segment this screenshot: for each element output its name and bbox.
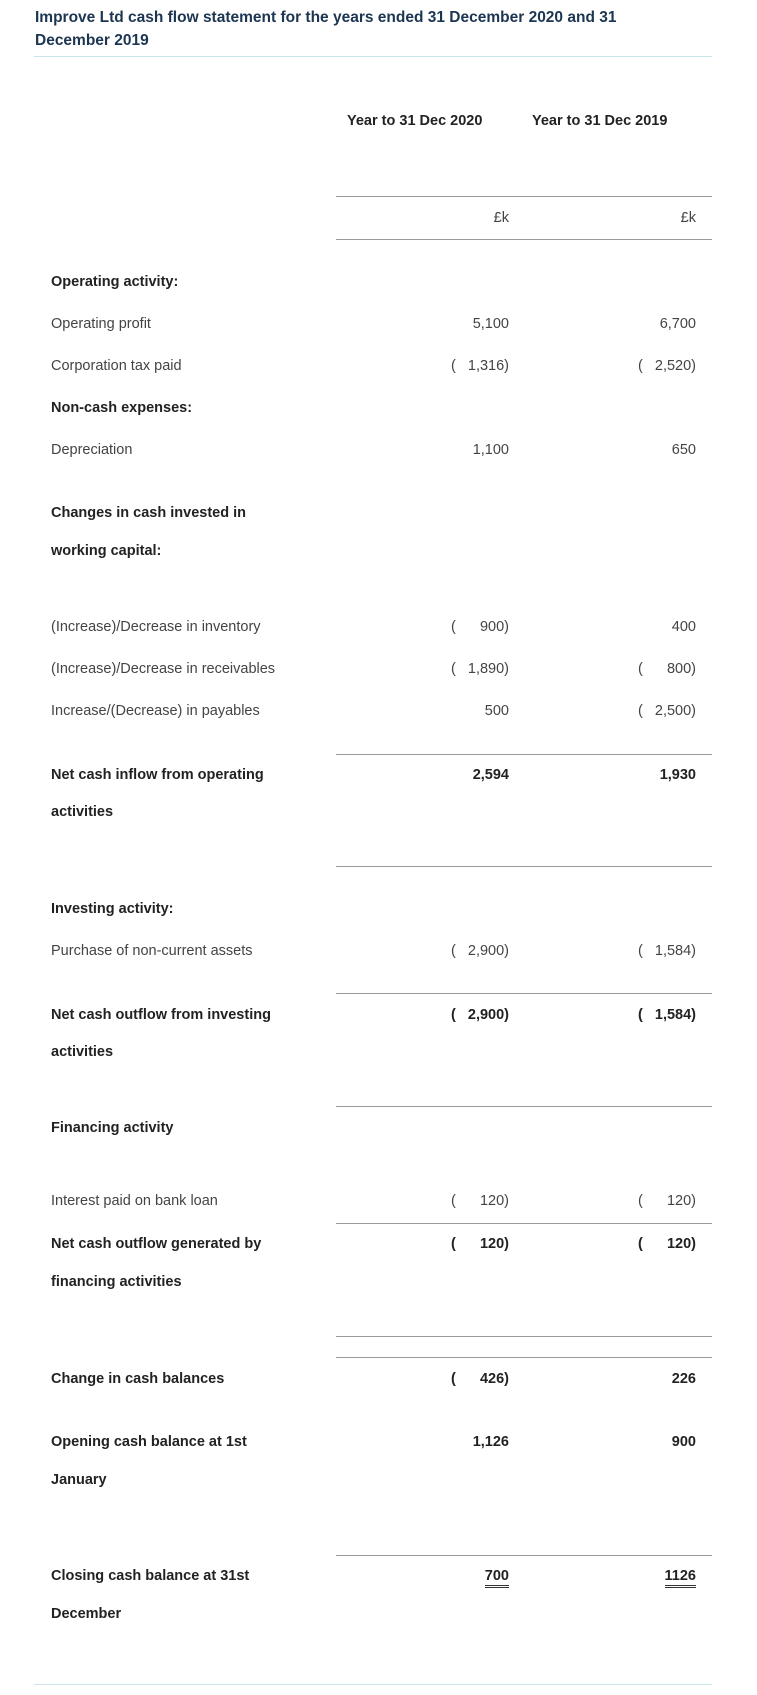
purchase-nca-2019: 1,584): [654, 943, 696, 959]
operating-profit-label: Operating profit: [51, 316, 151, 332]
receivables-2020: 1,890): [467, 661, 509, 677]
investing-section-rule: [336, 1106, 712, 1107]
paren-open: (: [638, 1193, 643, 1209]
paren-open: (: [638, 943, 643, 959]
opening-cash-label-line2: January: [51, 1472, 107, 1488]
net-financing-label-line1: Net cash outflow generated by: [51, 1236, 262, 1252]
operating-activity-heading: Operating activity:: [51, 274, 179, 290]
paren-open: (: [451, 358, 456, 374]
paren-open: (: [451, 943, 456, 959]
financing-section-rule-b: [336, 1357, 712, 1358]
bottom-divider: [34, 1684, 712, 1685]
closing-cash-label-line1: Closing cash balance at 31st: [51, 1568, 250, 1584]
inventory-label: (Increase)/Decrease in inventory: [51, 619, 261, 635]
inventory-2019: 400: [671, 619, 696, 635]
net-operating-label-line1: Net cash inflow from operating: [51, 767, 264, 783]
working-capital-heading-line1: Changes in cash invested in: [51, 505, 246, 521]
investing-subtotal-rule: [336, 993, 712, 994]
receivables-label: (Increase)/Decrease in receivables: [51, 661, 276, 677]
title-divider: [34, 56, 712, 57]
corporation-tax-2020: 1,316): [467, 358, 509, 374]
interest-2019: 120): [666, 1193, 696, 1209]
depreciation-2019: 650: [671, 442, 696, 458]
paren-open: (: [638, 1007, 643, 1023]
paren-open: (: [451, 1236, 456, 1252]
opening-cash-2019: 900: [671, 1434, 696, 1450]
closing-rule: [336, 1555, 712, 1556]
interest-2020: 120): [479, 1193, 509, 1209]
header-rule-top: [336, 196, 712, 197]
financing-subtotal-rule: [336, 1223, 712, 1224]
closing-cash-2019-value: 1126: [665, 1568, 696, 1588]
net-financing-label-line2: financing activities: [51, 1274, 182, 1290]
financing-section-rule-a: [336, 1336, 712, 1337]
closing-cash-2020-value: 700: [485, 1568, 509, 1588]
payables-2019: 2,500): [654, 703, 696, 719]
paren-open: (: [451, 661, 456, 677]
depreciation-label: Depreciation: [51, 442, 133, 458]
inventory-2020: 900): [479, 619, 509, 635]
depreciation-2020: 1,100: [472, 442, 509, 458]
paren-open: (: [638, 703, 643, 719]
receivables-2019: 800): [666, 661, 696, 677]
closing-cash-label-line2: December: [51, 1606, 122, 1622]
paren-open: (: [451, 619, 456, 635]
payables-2020: 500: [484, 703, 509, 719]
investing-activity-heading: Investing activity:: [51, 901, 174, 917]
unit-2019: £k: [680, 210, 696, 226]
operating-subtotal-rule: [336, 754, 712, 755]
financing-activity-heading: Financing activity: [51, 1120, 174, 1136]
operating-profit-2019: 6,700: [659, 316, 696, 332]
purchase-nca-2020: 2,900): [467, 943, 509, 959]
net-investing-label-line2: activities: [51, 1044, 114, 1060]
operating-profit-2020: 5,100: [472, 316, 509, 332]
paren-open: (: [451, 1371, 456, 1387]
paren-open: (: [638, 661, 643, 677]
page-title: Improve Ltd cash flow statement for the years ended 31 December 2020 and 31 December 2019: [35, 9, 617, 49]
closing-cash-2019: [665, 1568, 696, 1584]
header-rule-bottom: [336, 239, 712, 240]
net-operating-2019: 1,930: [659, 767, 696, 783]
paren-open: (: [451, 1193, 456, 1209]
interest-label: Interest paid on bank loan: [51, 1193, 218, 1209]
opening-cash-2020: 1,126: [472, 1434, 509, 1450]
operating-section-rule: [336, 866, 712, 867]
net-operating-label-line2: activities: [51, 804, 114, 820]
change-cash-2020: 426): [479, 1371, 509, 1387]
net-investing-2019: 1,584): [654, 1007, 696, 1023]
closing-cash-2020: [485, 1568, 509, 1584]
purchase-nca-label: Purchase of non-current assets: [51, 943, 253, 959]
payables-label: Increase/(Decrease) in payables: [51, 703, 260, 719]
corporation-tax-label: Corporation tax paid: [51, 358, 182, 374]
column-header-2019: Year to 31 Dec 2019: [532, 113, 668, 129]
net-operating-2020: 2,594: [472, 767, 509, 783]
net-investing-2020: 2,900): [467, 1007, 509, 1023]
working-capital-heading-line2: working capital:: [51, 543, 162, 559]
paren-open: (: [638, 358, 643, 374]
unit-2020: £k: [493, 210, 509, 226]
net-investing-label-line1: Net cash outflow from investing: [51, 1007, 271, 1023]
change-cash-2019: 226: [671, 1371, 696, 1387]
corporation-tax-2019: 2,520): [654, 358, 696, 374]
paren-open: (: [451, 1007, 456, 1023]
column-header-2020: Year to 31 Dec 2020: [347, 113, 483, 129]
non-cash-expenses-heading: Non-cash expenses:: [51, 400, 193, 416]
net-financing-2019: 120): [666, 1236, 696, 1252]
net-financing-2020: 120): [479, 1236, 509, 1252]
opening-cash-label-line1: Opening cash balance at 1st: [51, 1434, 247, 1450]
change-cash-label: Change in cash balances: [51, 1371, 225, 1387]
paren-open: (: [638, 1236, 643, 1252]
